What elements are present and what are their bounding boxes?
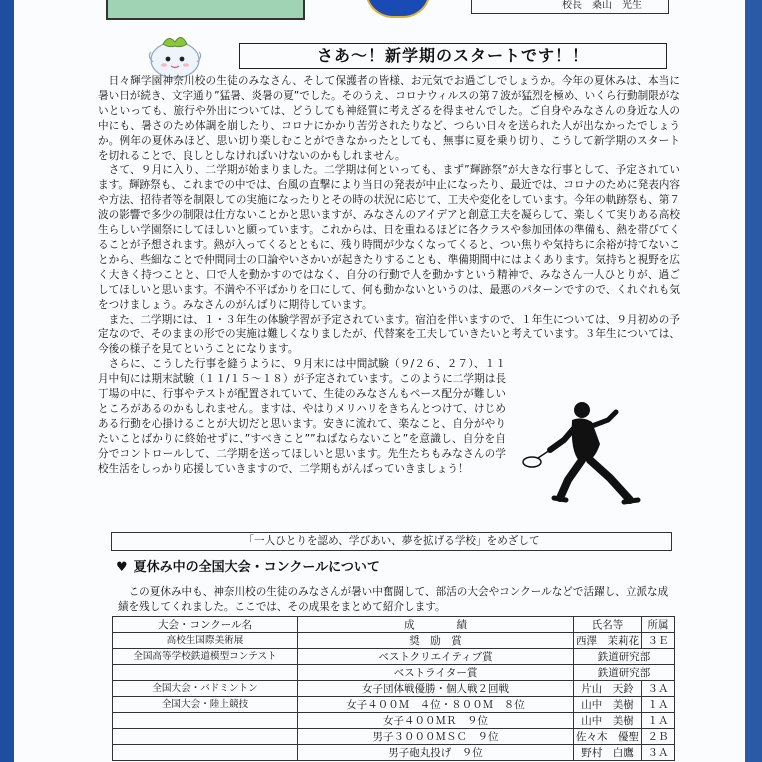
cell-name: 鉄道研究部 xyxy=(574,649,675,665)
cell-name: 佐々木 優聖 xyxy=(574,729,642,745)
section-heading xyxy=(116,559,380,577)
cell-event: 全国高等学校鉄道模型コンテスト xyxy=(113,649,298,665)
cell-event xyxy=(113,729,298,745)
cell-result: ベストライター賞 xyxy=(298,665,574,681)
cell-result: 女子４００Ｍ ４位・８００Ｍ ８位 xyxy=(298,697,574,713)
cell-result: 奨 励 賞 xyxy=(298,633,574,649)
cell-name: 野村 白鷹 xyxy=(574,745,642,761)
cell-name: 西澤 茉莉花 xyxy=(574,633,642,649)
headline: さあ～！新学期のスタートです！！ xyxy=(239,43,667,69)
table-row xyxy=(113,681,675,697)
results-table xyxy=(112,616,675,761)
cell-event: 高校生国際美術展 xyxy=(113,633,298,649)
cell-result: 男子３０００ＭＳＣ ９位 xyxy=(298,729,574,745)
cell-event xyxy=(113,665,298,681)
table-header-row xyxy=(113,617,675,633)
cell-class: ３Ｅ xyxy=(642,633,675,649)
cell-event xyxy=(113,713,298,729)
section-heading-text: 夏休み中の全国大会・コンクールについて xyxy=(133,560,380,575)
heart-icon: ♥ xyxy=(116,560,128,575)
header-name: 氏名等 xyxy=(574,617,642,633)
school-motto: 「一人ひとりを認め、学びあい、夢を拡げる学校」をめざして xyxy=(111,532,672,551)
cell-class: ３Ａ xyxy=(642,745,675,761)
cell-result: 女子４００ＭＲ ９位 xyxy=(298,713,574,729)
principal-name: 校長 桑山 光生 xyxy=(471,0,669,14)
table-row xyxy=(113,665,675,681)
table-row xyxy=(113,649,675,665)
cell-event: 全国大会・陸上競技 xyxy=(113,697,298,713)
cell-event: 全国大会・バドミントン xyxy=(113,681,298,697)
cell-name: 山中 美樹 xyxy=(574,697,642,713)
header-event: 大会・コンクール名 xyxy=(113,617,298,633)
newsletter-page xyxy=(14,0,745,762)
masthead-title-banner xyxy=(106,0,305,20)
message-paragraph: さて、９月に入り、二学期が始まりました。二学期は何といっても、まず”輝跡祭”が大きな行事として、予定されています。輝跡祭も、これまでの中では、台風の直撃により当日の発表が中止になったり、最近では、コロナのために発表内容や方法、招待者等を制限しての実施になったりとその時の状況に応じて、工夫や変化をしています。今年の軌跡祭も、第７波の影響で多少の制限は仕方ないことかと思いますが、みなさんのアイデアと創意工夫を凝らして、楽しくて実りある高校生らしい学園祭にしてほしいと願っています。これからは、日を重ねるほどに各クラスや参加団体の準備も、熱を帯びてくることが予想されます。熱が入ってくるとともに、残り時間が少なくなってくると、つい焦りや気持ちに余裕が持てないことから、些細なことで仲間同士の口論やいさかいが起きたりすることも、準備期間中にはよくあります。気持ちと視野を広く大きく持つことと、口で人を動かすのではなく、自分の行動で人を動かすという精神で、みなさん一人ひとりが、過ごしてほしいと思います。不満や不平ばかりを口にして、何も動かないというのは、最悪のパターンですので、くれぐれも気をつけましょう。みなさんのがんばりに期待しています。 xyxy=(98,164,680,311)
cell-result: 男子砲丸投げ ９位 xyxy=(298,745,574,761)
section-intro: この夏休み中も、神奈川校の生徒のみなさんが暑い中奮闘して、部活の大会やコンクールなどで活躍し、立派な成績を残してくれました。ここでは、その成果をまとめて紹介します。 xyxy=(118,586,669,613)
school-emblem xyxy=(365,0,431,18)
table-row xyxy=(113,745,675,761)
header-result: 成 績 xyxy=(298,617,574,633)
table-row xyxy=(113,697,675,713)
table-row xyxy=(113,713,675,729)
cell-name: 鉄道研究部 xyxy=(574,665,675,681)
message-paragraph: また、二学期には、１・３年生の体験学習が予定されています。宿泊を伴いますので、１年生については、９月初めの予定なので、そのままの形での実施は難しくなりましたが、代替案を工夫していきたいと考えています。３年生については、今後の様子を見てということになります。 xyxy=(98,313,680,356)
badminton-player-silhouette xyxy=(520,400,650,512)
table-row xyxy=(113,633,675,649)
cell-class: １Ａ xyxy=(642,713,675,729)
message-paragraph: 日々輝学園神奈川校の生徒のみなさん、そして保護者の皆様、お元気でお過ごしでしょうか。今年の夏休みは、本当に暑い日が続き、文字通り”猛暑、炎暑の夏”でした。そのうえ、コロナウィルスの第７波が猛烈を極め、いくら行動制限がないといっても、旅行や外出については、どうしても神経質に考えざるを得ませんでした。ご自身やみなさんの身近な人の中にも、暑さのため体調を崩したり、コロナにかかり苦労されたりなど、つらい日々を送られた人が出なかったでしょうか。例年の夏休みほど、思い切り楽しむことができなかったとしても、無事に夏を乗り切り、こうして新学期のスタートを切れることで、良しとしなければいけないのかもしれません。 xyxy=(98,75,680,162)
cell-name: 山中 美樹 xyxy=(574,713,642,729)
cell-result: ベストクリエイティブ賞 xyxy=(298,649,574,665)
cell-class: ３Ａ xyxy=(642,681,675,697)
header-class: 所属 xyxy=(642,617,675,633)
cell-name: 片山 天鈴 xyxy=(574,681,642,697)
cell-result: 女子団体戦優勝・個人戦２回戦 xyxy=(298,681,574,697)
table-row xyxy=(113,729,675,745)
cell-event xyxy=(113,745,298,761)
cell-class: ２Ｂ xyxy=(642,729,675,745)
page-border xyxy=(745,0,762,762)
message-paragraph: さらに、こうした行事を縫うように、９月末には中間試験（９/２６、２７）、１１月中旬には期末試験（１１/１５～１８）が予定されています。このように二学期は長丁場の中に、行事やテストが配置されていて、生徒のみなさんもペース配分が難しいところがあるのかもしれません。ますは、やはりメリハリをきちんとつけて、けじめある行動を心掛けることが大切だと思います。安きに流れて、楽なこと、自分がやりたいことばかりに終始せずに、”すべきこと””ねばならないこと”を意識し、自分を自分でコントロールして、二学期を送ってほしいと思います。先生たちもみなさんの学校生活をしっかり応援していきますので、二学期もがんばっていきましょう！ xyxy=(98,358,506,475)
cell-class: １Ａ xyxy=(642,697,675,713)
